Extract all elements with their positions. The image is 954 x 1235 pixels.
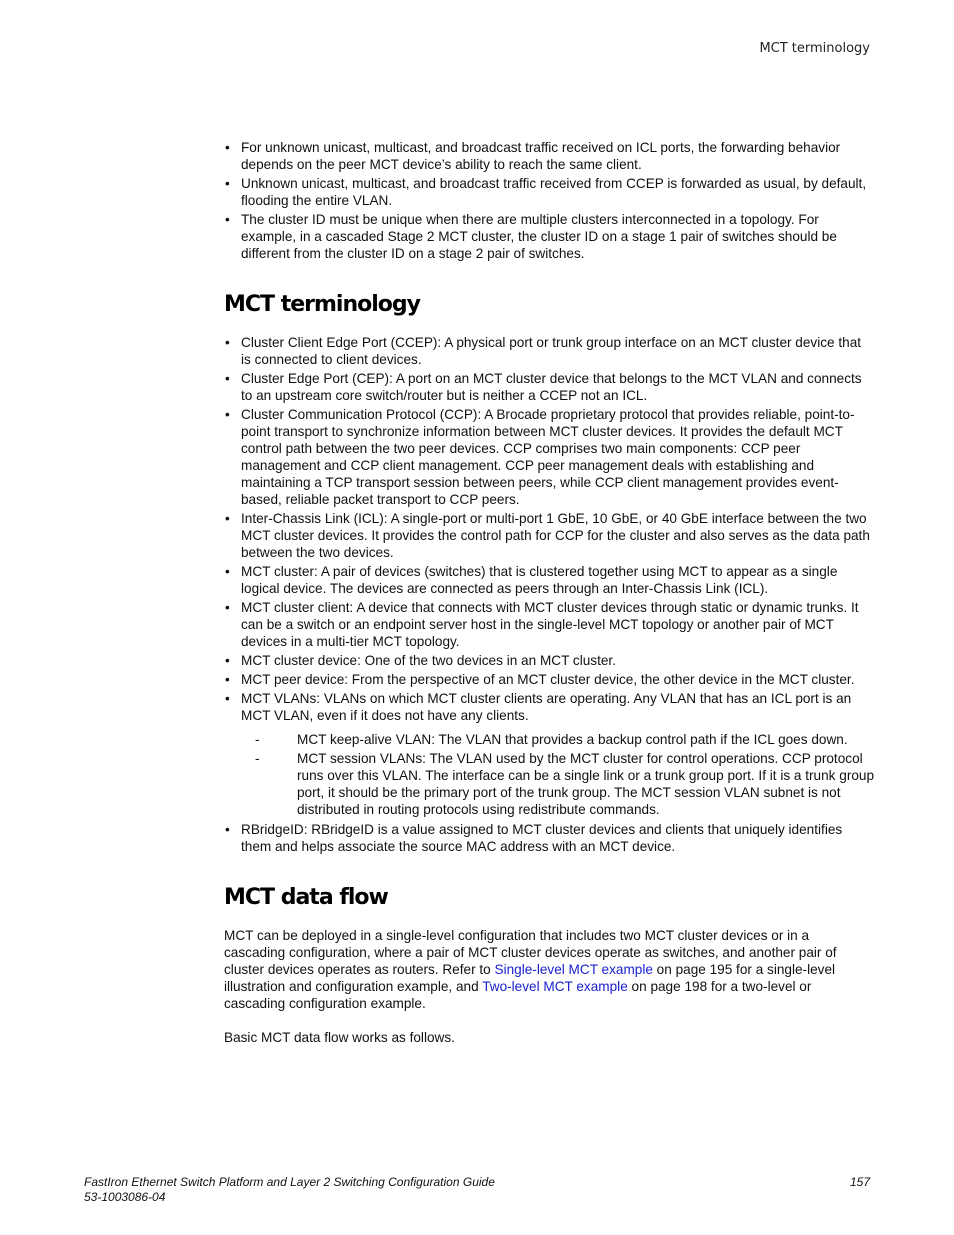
- data-flow-intro-paragraph: Basic MCT data flow works as follows.: [224, 1030, 455, 1045]
- page-content: [224, 139, 875, 1055]
- list-item-text: MCT VLANs: VLANs on which MCT cluster clients are operating. Any VLAN that has an ICL port is an MCT VLAN, even if it does not have any clients.: [241, 691, 852, 723]
- list-item: • Inter-Chassis Link (ICL): A single-port or multi-port 1 GbE, 10 GbE, or 40 GbE interface between the two MCT cluster devices. It provides the control path for CCP for the cluster and also serves as the data path between the two devices.: [224, 510, 872, 561]
- list-item: • MCT cluster: A pair of devices (switches) that is clustered together using MCT to appear as a single logical device. The devices are connected as peers through an Inter-Chassis Link (ICL).: [224, 563, 872, 597]
- list-item: • MCT cluster client: A device that connects with MCT cluster devices through static or dynamic trunks. It can be a switch or an endpoint server host in the single-level MCT topology or another pair of MCT devices in a multi-tier MCT topology.: [224, 599, 872, 650]
- list-item: • Cluster Client Edge Port (CCEP): A physical port or trunk group interface on an MCT cluster device that is connected to client devices.: [224, 334, 872, 368]
- footer-document-info: [84, 1175, 495, 1205]
- mct-vlan-sub-list: [241, 731, 875, 818]
- list-item: • MCT peer device: From the perspective of an MCT cluster device, the other device in the MCT cluster.: [224, 671, 872, 688]
- footer-guide-title: FastIron Ethernet Switch Platform and Layer 2 Switching Configuration Guide: [84, 1175, 495, 1189]
- list-item: • The cluster ID must be unique when there are multiple clusters interconnected in a topology. For example, in a cascaded Stage 2 MCT cluster, the cluster ID on a stage 1 pair of switches should be different from the cluster ID on a stage 2 pair of switches.: [224, 211, 872, 262]
- paragraph-text: MCT can be deployed in a single-level configuration that includes two MCT cluster devices or in a cascading configuration, where a pair of MCT cluster devices operate as switches, and another pair of cluster devices operates as routers. Refer to: [224, 928, 837, 977]
- terminology-list: [224, 334, 875, 855]
- section-heading-terminology: MCT terminology: [224, 292, 420, 317]
- intro-bullet-list: [224, 139, 872, 262]
- running-header: MCT terminology: [759, 41, 870, 56]
- list-item: • Cluster Communication Protocol (CCP): A Brocade proprietary protocol that provides reliable, point-to-point transport to synchronize information between MCT cluster devices. It provides the default MCT control path between the two peer devices. CCP comprises two main components: CCP peer management and CCP client management. CCP peer management deals with establishing and maintaining a TCP transport session between peers, while CCP client management provides event-based, reliable packet transport to CCP peers.: [224, 406, 872, 508]
- single-level-mct-example-link[interactable]: Single-level MCT example: [494, 962, 653, 977]
- paragraph-text: on page 195 for a single-level illustration and configuration example, and: [224, 962, 836, 994]
- sub-list-item: - MCT keep-alive VLAN: The VLAN that provides a backup control path if the ICL goes down.: [241, 731, 889, 748]
- list-item: • Cluster Edge Port (CEP): A port on an MCT cluster device that belongs to the MCT VLAN and connects to an upstream core switch/router but is neither a CCEP not an ICL.: [224, 370, 872, 404]
- list-item: • MCT cluster device: One of the two devices in an MCT cluster.: [224, 652, 872, 669]
- list-item-mct-vlans: [224, 690, 875, 818]
- sub-list-item: - MCT session VLANs: The VLAN used by the MCT cluster for control operations. CCP protocol runs over this VLAN. The interface can be a single link or a trunk group port. If it is a trunk group port, it should be the primary port of the trunk group. The MCT session VLAN subnet is not distributed in routing protocols using redistribute commands.: [241, 750, 889, 818]
- two-level-mct-example-link[interactable]: Two-level MCT example: [482, 979, 628, 994]
- list-item: • Unknown unicast, multicast, and broadcast traffic received from CCEP is forwarded as usual, by default, flooding the entire VLAN.: [224, 175, 872, 209]
- paragraph-text: on page 198 for a two-level or cascading configuration example.: [224, 979, 812, 1011]
- list-item: • For unknown unicast, multicast, and broadcast traffic received on ICL ports, the forwarding behavior depends on the peer MCT device’s ability to reach the same client.: [224, 139, 872, 173]
- footer-page-number: 157: [849, 1175, 870, 1189]
- footer-doc-number: 53-1003086-04: [84, 1190, 166, 1204]
- list-item: • RBridgeID: RBridgeID is a value assigned to MCT cluster devices and clients that uniquely identifies them and helps associate the source MAC address with an MCT device.: [224, 821, 872, 855]
- section-heading-data-flow: MCT data flow: [224, 885, 388, 910]
- data-flow-paragraph: [224, 927, 872, 1012]
